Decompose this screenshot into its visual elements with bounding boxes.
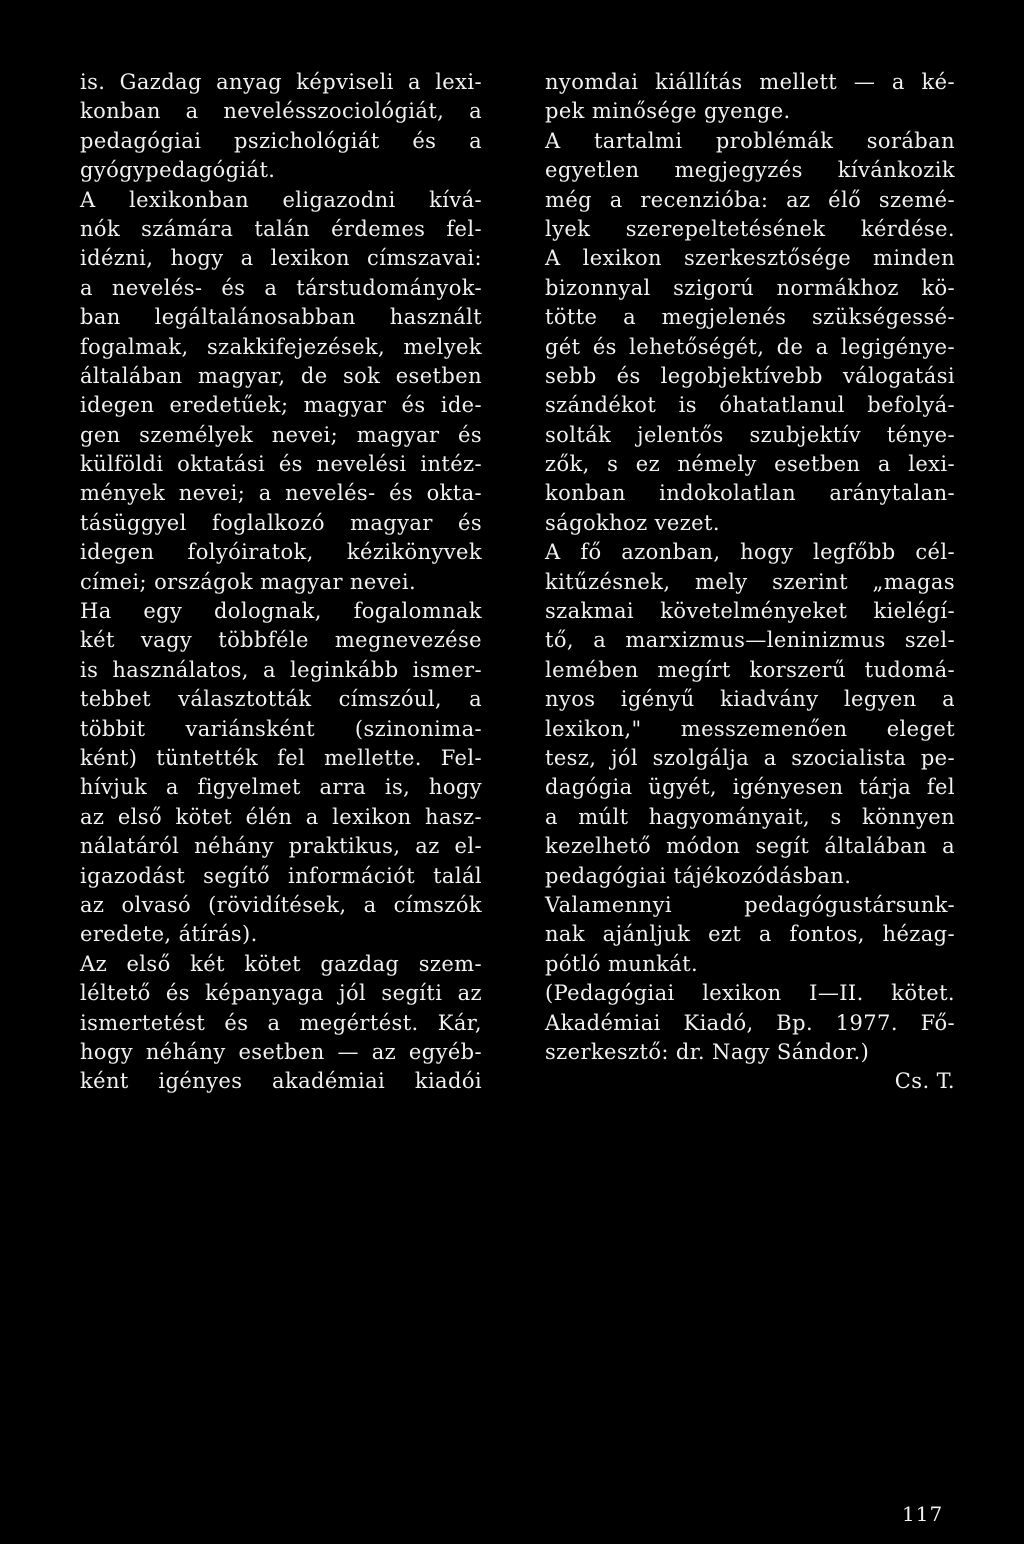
text-line: pedagógiai tájékozódásban.: [545, 863, 852, 888]
text-line: kitűzésnek, mely szerint „magas: [545, 569, 955, 594]
text-line: mények nevei; a nevelés- és okta-: [80, 481, 482, 506]
text-line: pótló munkát.: [545, 951, 699, 976]
text-line: zők, s ez némely esetben a lexi-: [545, 452, 955, 477]
text-line: tesz, jól szolgálja a szocialista pe-: [545, 745, 955, 770]
right-text-column: [545, 68, 955, 1097]
text-line: konban indokolatlan aránytalan-: [545, 481, 955, 506]
text-line: lexikon," messzemenően eleget: [545, 716, 955, 741]
text-line: általában magyar, de sok esetben: [80, 363, 482, 388]
text-line: többit variánsként (szinonima-: [80, 716, 482, 741]
text-line: a múlt hagyományait, s könnyen: [545, 804, 955, 829]
text-line: A fő azonban, hogy legfőbb cél-: [545, 540, 955, 565]
text-line: A tartalmi problémák sorában: [545, 128, 955, 153]
text-line: nálatáról néhány praktikus, az el-: [80, 834, 482, 859]
text-line: nók számára talán érdemes fel-: [80, 216, 482, 241]
text-line: solták jelentős szubjektív ténye-: [545, 422, 955, 447]
left-text-column: [80, 68, 482, 1097]
text-line: idegen folyóiratok, kézikönyvek: [80, 540, 482, 565]
text-line: tő, a marxizmus—leninizmus szel-: [545, 628, 955, 653]
text-line: az olvasó (rövidítések, a címszók: [80, 892, 482, 917]
text-line: ismertetést és a megértést. Kár,: [80, 1010, 482, 1035]
text-line: dagógia ügyét, igényesen tárja fel: [545, 775, 955, 800]
text-line: tásüggyel foglalkozó magyar és: [80, 510, 482, 535]
text-line: gyógypedagógiát.: [80, 158, 276, 183]
text-line: pedagógiai pszichológiát és a: [80, 128, 482, 153]
text-line: fogalmak, szakkifejezések, melyek: [80, 334, 482, 359]
page-number: 117: [902, 1502, 944, 1526]
text-line: két vagy többféle megnevezése: [80, 628, 482, 653]
text-line: ban legáltalánosabban használt: [80, 305, 482, 330]
text-line: szándékot is óhatatlanul befolyá-: [545, 393, 955, 418]
text-line: hogy néhány esetben — az egyéb-: [80, 1039, 482, 1064]
text-line: lemében megírt korszerű tudomá-: [545, 657, 955, 682]
text-line: A lexikon szerkesztősége minden: [545, 246, 955, 271]
text-line: Valamennyi pedagógustársunk-: [545, 892, 955, 917]
text-line: egyetlen megjegyzés kívánkozik: [545, 158, 955, 183]
text-line: pek minősége gyenge.: [545, 99, 791, 124]
text-line: Az első két kötet gazdag szem-: [80, 951, 482, 976]
text-line: hívjuk a figyelmet arra is, hogy: [80, 775, 482, 800]
text-line: gét és lehetőségét, de a legigénye-: [545, 334, 955, 359]
text-line: idézni, hogy a lexikon címszavai:: [80, 246, 482, 271]
text-line: sebb és legobjektívebb válogatási: [545, 363, 955, 388]
text-line: gen személyek nevei; magyar és: [80, 422, 482, 447]
text-line: ként igényes akadémiai kiadói: [80, 1069, 482, 1094]
text-line: konban a nevelésszociológiát, a: [80, 99, 482, 124]
text-line: ként) tüntették fel mellette. Fel-: [80, 745, 482, 770]
text-line: a nevelés- és a társtudományok-: [80, 275, 482, 300]
text-line: igazodást segítő információt talál: [80, 863, 482, 888]
text-line: idegen eredetűek; magyar és ide-: [80, 393, 482, 418]
text-line: is használatos, a leginkább ismer-: [80, 657, 482, 682]
text-line: nak ajánljuk ezt a fontos, hézag-: [545, 922, 955, 947]
text-line: szakmai követelményeket kielégí-: [545, 599, 955, 624]
text-line: nyomdai kiállítás mellett — a ké-: [545, 70, 955, 94]
text-line: A lexikonban eligazodni kívá-: [80, 187, 482, 212]
text-line: ságokhoz vezet.: [545, 510, 720, 535]
text-line: léltető és képanyaga jól segíti az: [80, 981, 482, 1006]
text-line: még a recenzióba: az élő szemé-: [545, 187, 955, 212]
text-line: külföldi oktatási és nevelési intéz-: [80, 452, 482, 477]
text-line: címei; országok magyar nevei.: [80, 569, 417, 594]
text-line: nyos igényű kiadvány legyen a: [545, 687, 955, 712]
text-line: Ha egy dolognak, fogalomnak: [80, 599, 482, 624]
text-line: szerkesztő: dr. Nagy Sándor.): [545, 1039, 870, 1064]
text-line: Cs. T.: [894, 1069, 955, 1094]
text-line: Akadémiai Kiadó, Bp. 1977. Fő-: [545, 1010, 955, 1035]
text-line: tötte a megjelenés szükségessé-: [545, 305, 955, 330]
text-line: tebbet választották címszóul, a: [80, 687, 482, 712]
text-line: bizonnyal szigorú normákhoz kö-: [545, 275, 955, 300]
text-line: lyek szerepeltetésének kérdése.: [545, 216, 955, 241]
text-line: az első kötet élén a lexikon hasz-: [80, 804, 482, 829]
text-line: (Pedagógiai lexikon I—II. kötet.: [545, 981, 955, 1006]
text-line: eredete, átírás).: [80, 922, 258, 947]
text-line: is. Gazdag anyag képviseli a lexi-: [80, 70, 482, 94]
text-line: kezelhető módon segít általában a: [545, 834, 955, 859]
